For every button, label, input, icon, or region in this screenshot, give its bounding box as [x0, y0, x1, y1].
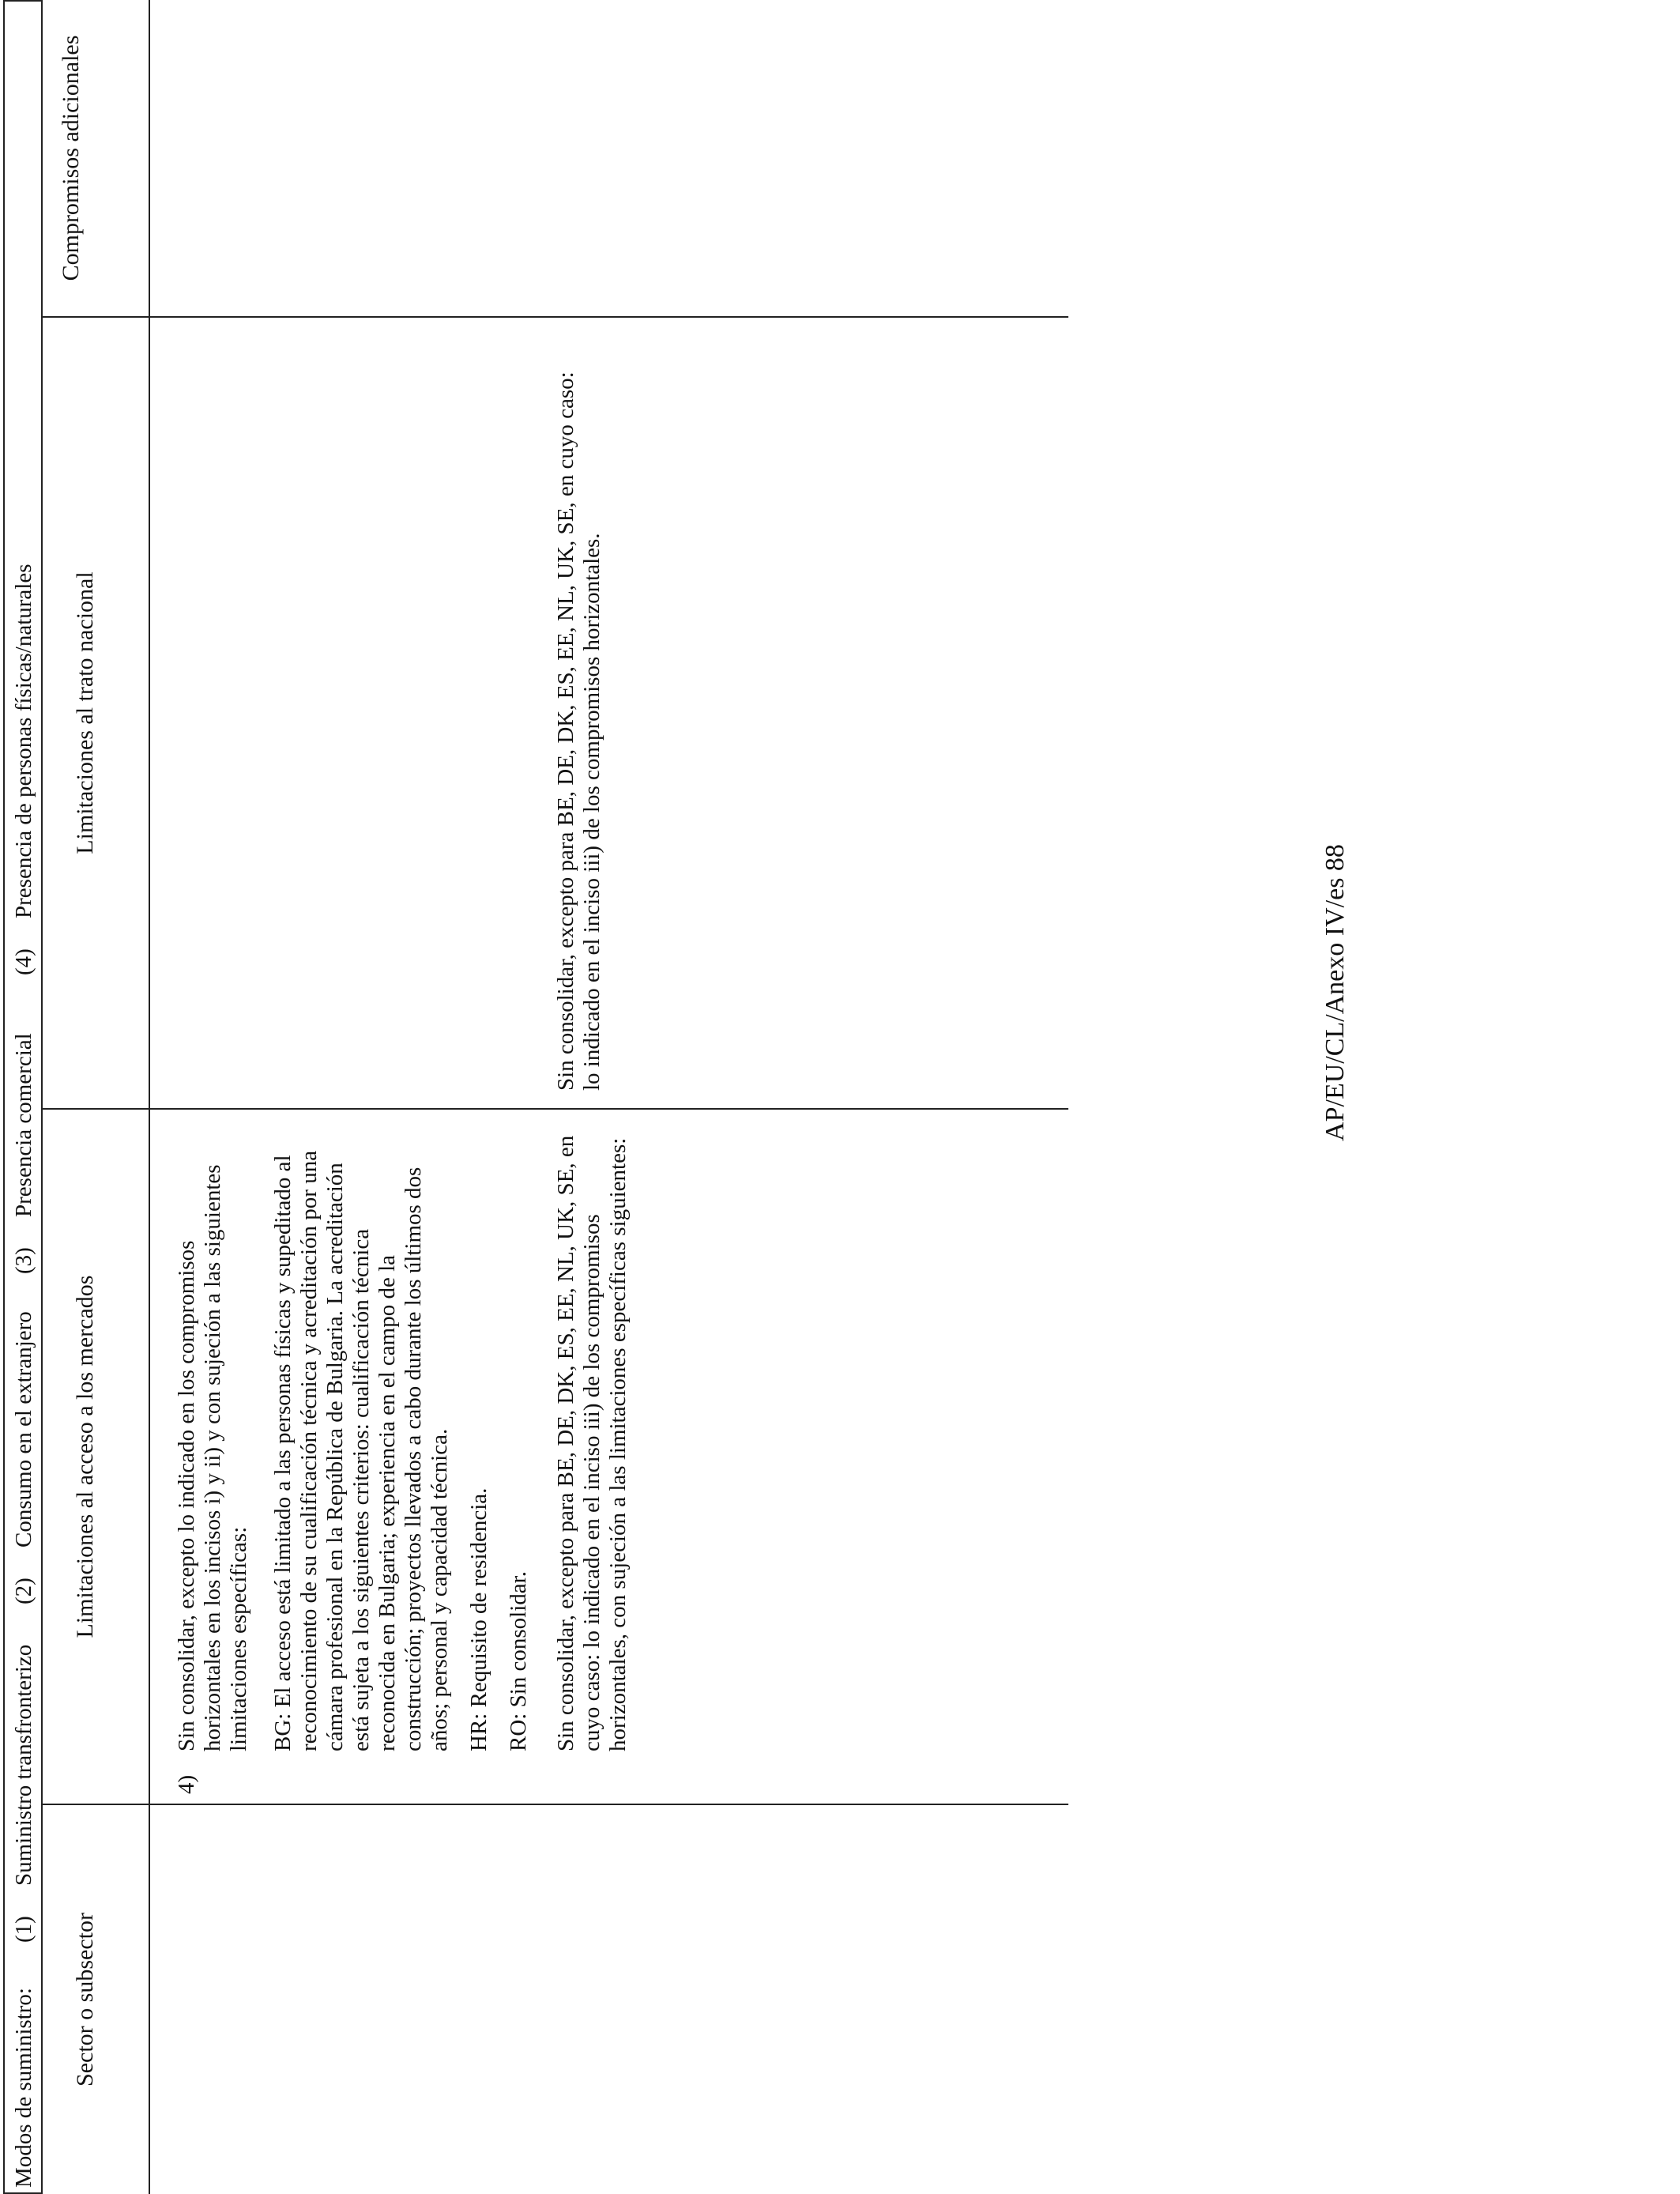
- table-top-border: [3, 0, 5, 2194]
- market-access-paragraph-ro: RO: Sin consolidar.: [506, 1571, 531, 1751]
- mode-1-number: (1): [11, 1916, 36, 1943]
- mode-4-number: (4): [11, 948, 36, 975]
- mode-4-label: Presencia de personas físicas/naturales: [11, 564, 36, 918]
- modes-label: Modos de suministro:: [11, 1988, 36, 2188]
- column-divider-3: [41, 316, 1068, 318]
- table-right-border: [3, 0, 41, 2]
- market-access-paragraph-hr: HR: Requisito de residencia.: [466, 1487, 492, 1751]
- column-divider-1: [41, 1804, 1068, 1805]
- mode-2-label: Consumo en el extranjero: [11, 1311, 36, 1547]
- header-national-treatment: Limitaciones al trato nacional: [72, 571, 98, 854]
- header-sector: Sector o subsector: [72, 1913, 98, 2087]
- header-additional-commitments: Compromisos adicionales: [58, 35, 84, 281]
- mode-2-number: (2): [11, 1578, 36, 1604]
- header-market-access: Limitaciones al acceso a los mercados: [72, 1275, 98, 1638]
- market-access-paragraph-bg: BG: El acceso está limitado a las personas físicas y supeditado al reconocimiento de su cualificación técnica y acreditación por una cámara profesional en la República de Bulgaria. La acreditación está sujeta a los siguientes criterios: cualificación técnica reconocida en Bulgaria; experiencia en el campo de la construcción; proyectos llevados a cabo durante los últimos dos años; personal y capacidad técnica.: [270, 1150, 452, 1751]
- mode-1-label: Suministro transfronterizo: [11, 1644, 36, 1886]
- mode-3-label: Presencia comercial: [11, 1033, 36, 1217]
- header-row-divider: [149, 0, 150, 2194]
- market-access-paragraph-1: Sin consolidar, excepto lo indicado en los compromisos horizontales en los incisos i) y ii) y con sujeción a las siguientes limitaciones específicas:: [174, 1164, 251, 1751]
- market-access-paragraph-exceptions: Sin consolidar, excepto para BE, DE, DK, ES, EE, NL, UK, SE, en cuyo caso: lo indicado en el inciso iii) de los compromisos horizontales, con sujeción a las limitaciones específicas siguientes:: [553, 1135, 631, 1751]
- page-footer: AP/EU/CL/Anexo IV/es 88: [1320, 844, 1350, 1141]
- national-treatment-paragraph: Sin consolidar, excepto para BE, DE, DK, ES, EE, NL, UK, SE, en cuyo caso: lo indicado en el inciso iii) de los compromisos horizontales.: [553, 371, 605, 1091]
- mode-number-label: 4): [174, 1774, 199, 1794]
- column-divider-2: [41, 1108, 1068, 1110]
- mode-3-number: (3): [11, 1247, 36, 1274]
- modes-row-divider: [41, 0, 43, 2194]
